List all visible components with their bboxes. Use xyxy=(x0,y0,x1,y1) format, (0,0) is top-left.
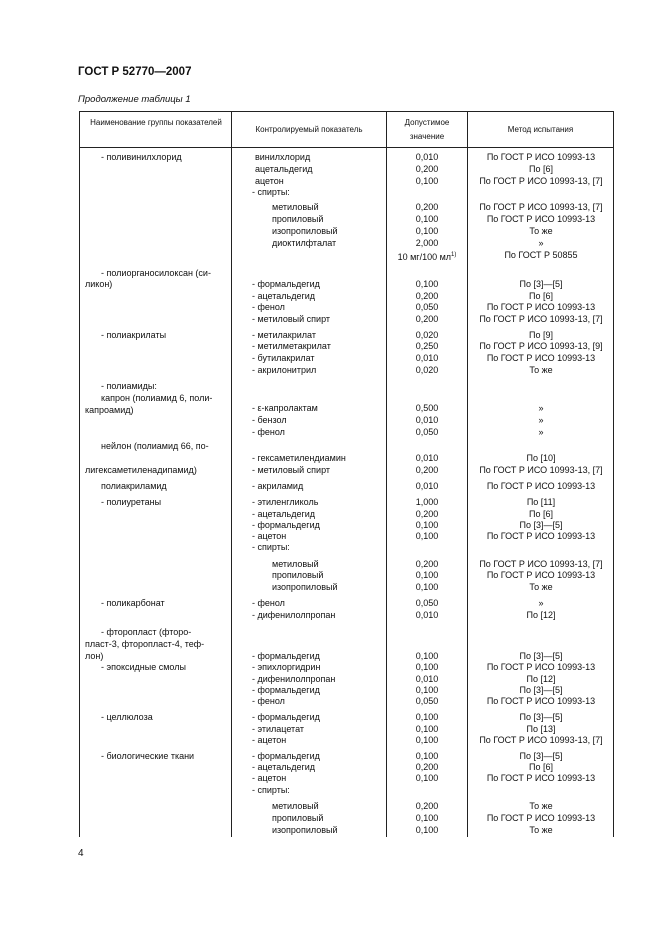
allowed-value: 0,100 xyxy=(415,279,439,289)
indicator-name: ацетон xyxy=(255,176,284,186)
allowed-value: 0,010 xyxy=(415,353,439,363)
allowed-value: 0,100 xyxy=(415,582,439,592)
indicator-name: изопропиловый xyxy=(272,582,338,592)
allowed-value: 0,100 xyxy=(415,651,439,661)
test-method: То же xyxy=(529,226,553,236)
indicator-name: - фенол xyxy=(252,302,285,312)
allowed-value: 1,000 xyxy=(415,497,439,507)
allowed-value: 0,010 xyxy=(415,453,439,463)
allowed-value: 0,100 xyxy=(415,662,439,672)
group-name: - фторопласт (фторо- xyxy=(101,627,192,637)
group-name: - полиамиды: xyxy=(101,381,157,391)
allowed-value: 0,010 xyxy=(415,610,439,620)
indicator-name: метиловый xyxy=(272,559,319,569)
allowed-value: 0,100 xyxy=(415,773,439,783)
indicator-name: - бензол xyxy=(252,415,287,425)
group-name: полиакриламид xyxy=(101,481,167,491)
indicator-name: - акриламид xyxy=(252,481,304,491)
column-border xyxy=(386,111,387,837)
group-name: капроамид) xyxy=(85,405,134,415)
test-method: То же xyxy=(529,582,553,592)
indicator-name: диоктилфталат xyxy=(272,238,337,248)
indicator-name: метиловый xyxy=(272,202,319,212)
allowed-value: 0,200 xyxy=(415,164,439,174)
indicator-name: - фенол xyxy=(252,696,285,706)
group-name: лон) xyxy=(85,651,104,661)
indicator-name: пропиловый xyxy=(272,570,324,580)
allowed-value: 0,200 xyxy=(415,291,439,301)
allowed-value: 0,050 xyxy=(415,302,439,312)
indicator-name: - ацетон xyxy=(252,531,287,541)
test-method: По [3]—[5] xyxy=(519,685,563,695)
group-name: капрон (полиамид 6, поли- xyxy=(101,393,213,403)
column-header-indicator: Контролируемый показатель xyxy=(255,125,363,134)
allowed-value: 0,200 xyxy=(415,801,439,811)
indicator-name: - спирты: xyxy=(252,187,290,197)
test-method: То же xyxy=(529,801,553,811)
test-method: По [3]—[5] xyxy=(519,279,563,289)
allowed-value: 0,010 xyxy=(415,415,439,425)
test-method: » xyxy=(538,598,544,608)
test-method: » xyxy=(538,238,544,248)
allowed-value: 10 мг/100 $мл^{1)}$ xyxy=(397,252,457,262)
indicator-name: - спирты: xyxy=(252,542,290,552)
group-name: ликон) xyxy=(85,279,113,289)
group-name: - поликарбонат xyxy=(101,598,165,608)
allowed-value: 0,100 xyxy=(415,813,439,823)
test-method: По ГОСТ Р ИСО 10993-13, [7] xyxy=(479,735,603,745)
test-method: По [10] xyxy=(526,453,556,463)
allowed-value: 0,200 xyxy=(415,202,439,212)
allowed-value: 0,100 xyxy=(415,531,439,541)
indicator-name: - дифенилолпропан xyxy=(252,674,336,684)
test-method: По [6] xyxy=(529,509,553,519)
indicator-name: пропиловый xyxy=(272,214,324,224)
indicator-name: - фенол xyxy=(252,427,285,437)
indicator-name: - эпихлоргидрин xyxy=(252,662,321,672)
test-method: По ГОСТ Р 50855 xyxy=(504,250,578,260)
allowed-value: 0,050 xyxy=(415,598,439,608)
test-method: По [3]—[5] xyxy=(519,651,563,661)
indicator-name: - ацетальдегид xyxy=(252,762,316,772)
test-method: По ГОСТ Р ИСО 10993-13, [7] xyxy=(479,202,603,212)
indicator-name: - ацетон xyxy=(252,773,287,783)
allowed-value: 0,100 xyxy=(415,214,439,224)
indicator-name: - спирты: xyxy=(252,785,290,795)
allowed-value: 2,000 xyxy=(415,238,439,248)
document-header: ГОСТ Р 52770—2007 xyxy=(78,66,192,78)
group-name: - целлюлоза xyxy=(101,712,153,722)
group-name: нейлон (полиамид 66, по- xyxy=(101,441,209,451)
indicator-name: - метилметакрилат xyxy=(252,341,331,351)
test-method: По ГОСТ Р ИСО 10993-13, [7] xyxy=(479,465,603,475)
allowed-value: 0,100 xyxy=(415,226,439,236)
group-name: лигексаметиленадипамид) xyxy=(85,465,197,475)
allowed-value: 0,100 xyxy=(415,751,439,761)
allowed-value: 0,100 xyxy=(415,712,439,722)
test-method: По [6] xyxy=(529,762,553,772)
allowed-value: 0,050 xyxy=(415,427,439,437)
allowed-value: 0,250 xyxy=(415,341,439,351)
allowed-value: 0,100 xyxy=(415,825,439,835)
group-name: - полиуретаны xyxy=(101,497,162,507)
group-name: - поливинилхлорид xyxy=(101,152,182,162)
test-method: » xyxy=(538,427,544,437)
allowed-value: 0,100 xyxy=(415,735,439,745)
indicator-name: - формальдегид xyxy=(252,712,320,722)
allowed-value: 0,020 xyxy=(415,330,439,340)
column-header-method: Метод испытания xyxy=(507,125,574,134)
indicator-name: ацетальдегид xyxy=(255,164,313,174)
allowed-value: 0,200 xyxy=(415,509,439,519)
indicator-name: пропиловый xyxy=(272,813,324,823)
test-method: По ГОСТ Р ИСО 10993-13 xyxy=(486,302,596,312)
page-number: 4 xyxy=(78,848,84,859)
test-method: По ГОСТ Р ИСО 10993-13 xyxy=(486,531,596,541)
test-method: По [3]—[5] xyxy=(519,520,563,530)
column-border xyxy=(231,111,232,837)
indicator-name: - акрилонитрил xyxy=(252,365,317,375)
test-method: По [3]—[5] xyxy=(519,751,563,761)
test-method: По [6] xyxy=(529,291,553,301)
column-header-value: Допустимое значение xyxy=(404,118,450,141)
column-header-group: Наименование группы показателей xyxy=(90,118,222,127)
allowed-value: 0,200 xyxy=(415,559,439,569)
test-method: По [3]—[5] xyxy=(519,712,563,722)
group-name: - биологические ткани xyxy=(101,751,195,761)
table-caption: Продолжение таблицы 1 xyxy=(78,94,191,105)
test-method: По ГОСТ Р ИСО 10993-13 xyxy=(486,214,596,224)
indicator-name: - формальдегид xyxy=(252,279,320,289)
indicator-name: - метиловый спирт xyxy=(252,314,331,324)
test-method: По ГОСТ Р ИСО 10993-13, [7] xyxy=(479,176,603,186)
allowed-value: 0,010 xyxy=(415,674,439,684)
allowed-value: 0,020 xyxy=(415,365,439,375)
group-name: - эпоксидные смолы xyxy=(101,662,186,672)
allowed-value: 0,100 xyxy=(415,520,439,530)
test-method: По [13] xyxy=(526,724,556,734)
indicator-name: - ацетальдегид xyxy=(252,509,316,519)
test-method: По [6] xyxy=(529,164,553,174)
indicator-name: - этиленгликоль xyxy=(252,497,319,507)
indicator-name: винилхлорид xyxy=(255,152,311,162)
test-method: » xyxy=(538,403,544,413)
test-method: По ГОСТ Р ИСО 10993-13 xyxy=(486,662,596,672)
column-border xyxy=(79,111,80,837)
indicator-name: метиловый xyxy=(272,801,319,811)
allowed-value: 0,100 xyxy=(415,685,439,695)
test-method: То же xyxy=(529,365,553,375)
test-method: По ГОСТ Р ИСО 10993-13, [9] xyxy=(479,341,603,351)
indicator-name: - формальдегид xyxy=(252,520,320,530)
test-method: По [12] xyxy=(526,610,556,620)
test-method: По ГОСТ Р ИСО 10993-13 xyxy=(486,696,596,706)
test-method: По ГОСТ Р ИСО 10993-13 xyxy=(486,570,596,580)
test-method: По ГОСТ Р ИСО 10993-13 xyxy=(486,353,596,363)
allowed-value: 0,010 xyxy=(415,481,439,491)
allowed-value: 0,010 xyxy=(415,152,439,162)
allowed-value: 0,500 xyxy=(415,403,439,413)
indicator-name: - дифенилолпропан xyxy=(252,610,336,620)
test-method: По ГОСТ Р ИСО 10993-13, [7] xyxy=(479,559,603,569)
test-method: То же xyxy=(529,825,553,835)
group-name: пласт-3, фторопласт-4, теф- xyxy=(85,639,205,649)
indicator-name: изопропиловый xyxy=(272,226,338,236)
allowed-value: 0,050 xyxy=(415,696,439,706)
allowed-value: 0,200 xyxy=(415,314,439,324)
group-name: - полиорганосилоксан (си- xyxy=(101,268,211,278)
table-top-border xyxy=(79,111,614,112)
header-bottom-border xyxy=(79,147,614,148)
test-method: По [11] xyxy=(526,497,556,507)
test-method: По ГОСТ Р ИСО 10993-13, [7] xyxy=(479,314,603,324)
indicator-name: - формальдегид xyxy=(252,751,320,761)
allowed-value: 0,200 xyxy=(415,465,439,475)
indicator-name: - метиловый спирт xyxy=(252,465,331,475)
test-method: По ГОСТ Р ИСО 10993-13 xyxy=(486,813,596,823)
test-method: По ГОСТ Р ИСО 10993-13 xyxy=(486,773,596,783)
indicator-name: - ε-капролактам xyxy=(252,403,318,413)
indicator-name: - ацетон xyxy=(252,735,287,745)
footnote-ref: 1) xyxy=(451,252,457,258)
indicator-name: - бутилакрилат xyxy=(252,353,315,363)
indicator-name: - формальдегид xyxy=(252,685,320,695)
allowed-value: 0,100 xyxy=(415,570,439,580)
indicator-name: - метилакрилат xyxy=(252,330,316,340)
indicator-name: - ацетальдегид xyxy=(252,291,316,301)
test-method: По ГОСТ Р ИСО 10993-13 xyxy=(486,481,596,491)
group-name: - полиакрилаты xyxy=(101,330,167,340)
allowed-value: 0,100 xyxy=(415,724,439,734)
column-border xyxy=(467,111,468,837)
column-border xyxy=(613,111,614,837)
indicator-name: - формальдегид xyxy=(252,651,320,661)
indicator-name: - гексаметилендиамин xyxy=(252,453,346,463)
test-method: По ГОСТ Р ИСО 10993-13 xyxy=(486,152,596,162)
test-method: По [9] xyxy=(529,330,553,340)
test-method: » xyxy=(538,415,544,425)
indicator-name: - фенол xyxy=(252,598,285,608)
allowed-value: 0,100 xyxy=(415,176,439,186)
test-method: По [12] xyxy=(526,674,556,684)
indicator-name: - этилацетат xyxy=(252,724,305,734)
indicator-name: изопропиловый xyxy=(272,825,338,835)
allowed-value: 0,200 xyxy=(415,762,439,772)
